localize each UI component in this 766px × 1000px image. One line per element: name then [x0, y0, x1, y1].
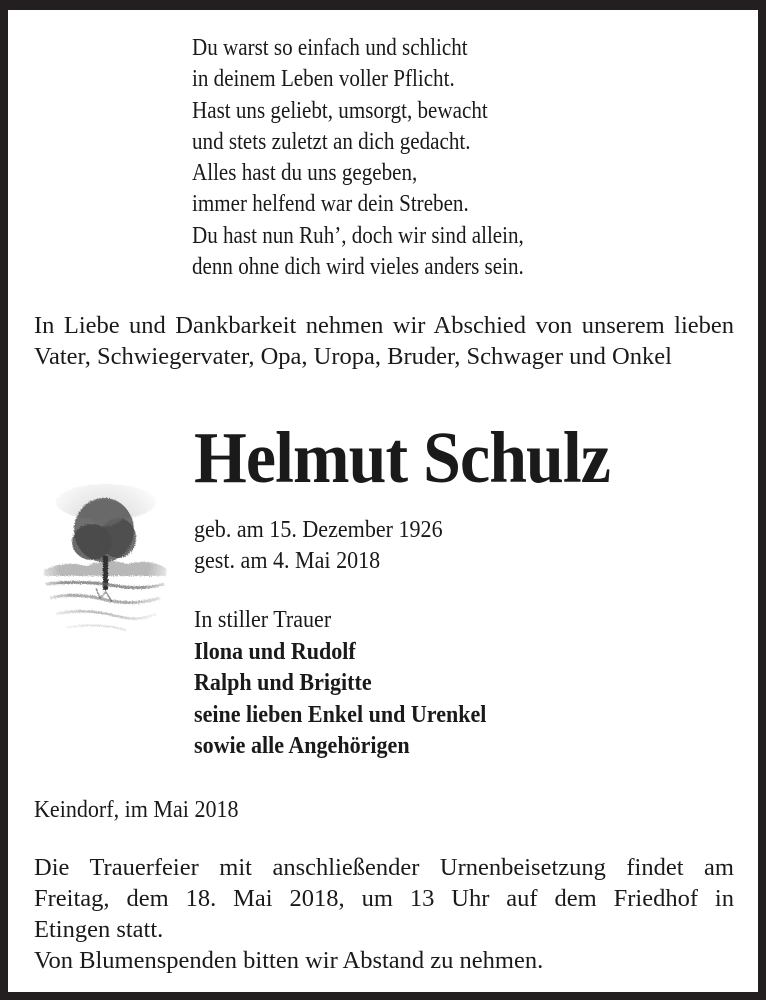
mourners-heading: In stiller Trauer	[194, 606, 332, 633]
death-date: gest. am 4. Mai 2018	[194, 547, 381, 574]
mourner-name: Ilona und Rudolf	[194, 637, 356, 665]
mourner-name: seine lieben Enkel und Urenkel	[194, 700, 487, 728]
poem-line: Du hast nun Ruh’, doch wir sind allein,	[192, 221, 524, 249]
funeral-line: Freitag, dem 18. Mai 2018, um 13 Uhr auf dem Friedhof in	[34, 885, 734, 912]
deceased-name: Helmut Schulz	[194, 417, 611, 498]
poem-line: Alles hast du uns gegeben,	[192, 159, 418, 187]
funeral-details	[34, 852, 734, 976]
poem-line: immer helfend war dein Streben.	[192, 190, 469, 218]
farewell-intro: In Liebe und Dankbarkeit nehmen wir Abschied von unserem lieben Vater, Schwiegervater, Opa, Uropa, Bruder, Schwager und Onkel	[34, 312, 734, 370]
poem-line: Hast uns geliebt, umsorgt, bewacht	[192, 96, 488, 124]
mourner-name: sowie alle Angehörigen	[194, 732, 410, 759]
flowers-note: Von Blumenspenden bitten wir Abstand zu nehmen.	[34, 947, 544, 974]
poem-line: denn ohne dich wird vieles anders sein.	[192, 253, 524, 281]
birth-date: geb. am 15. Dezember 1926	[194, 516, 443, 543]
poem-line: und stets zuletzt an dich gedacht.	[192, 127, 471, 155]
funeral-line: Die Trauerfeier mit anschließender Urnenbeisetzung findet am	[34, 854, 734, 881]
poem-line: Du warst so einfach und schlicht	[192, 34, 468, 61]
obituary-notice	[8, 10, 758, 992]
mourner-name: Ralph und Brigitte	[194, 669, 372, 696]
mourners-block	[194, 604, 486, 762]
tree-landscape-illustration	[36, 472, 172, 642]
life-dates	[194, 514, 443, 576]
funeral-line: Etingen statt.	[34, 916, 164, 943]
poem	[192, 32, 524, 282]
poem-line: in deinem Leben voller Pflicht.	[192, 65, 455, 93]
place-and-date: Keindorf, im Mai 2018	[34, 796, 239, 823]
